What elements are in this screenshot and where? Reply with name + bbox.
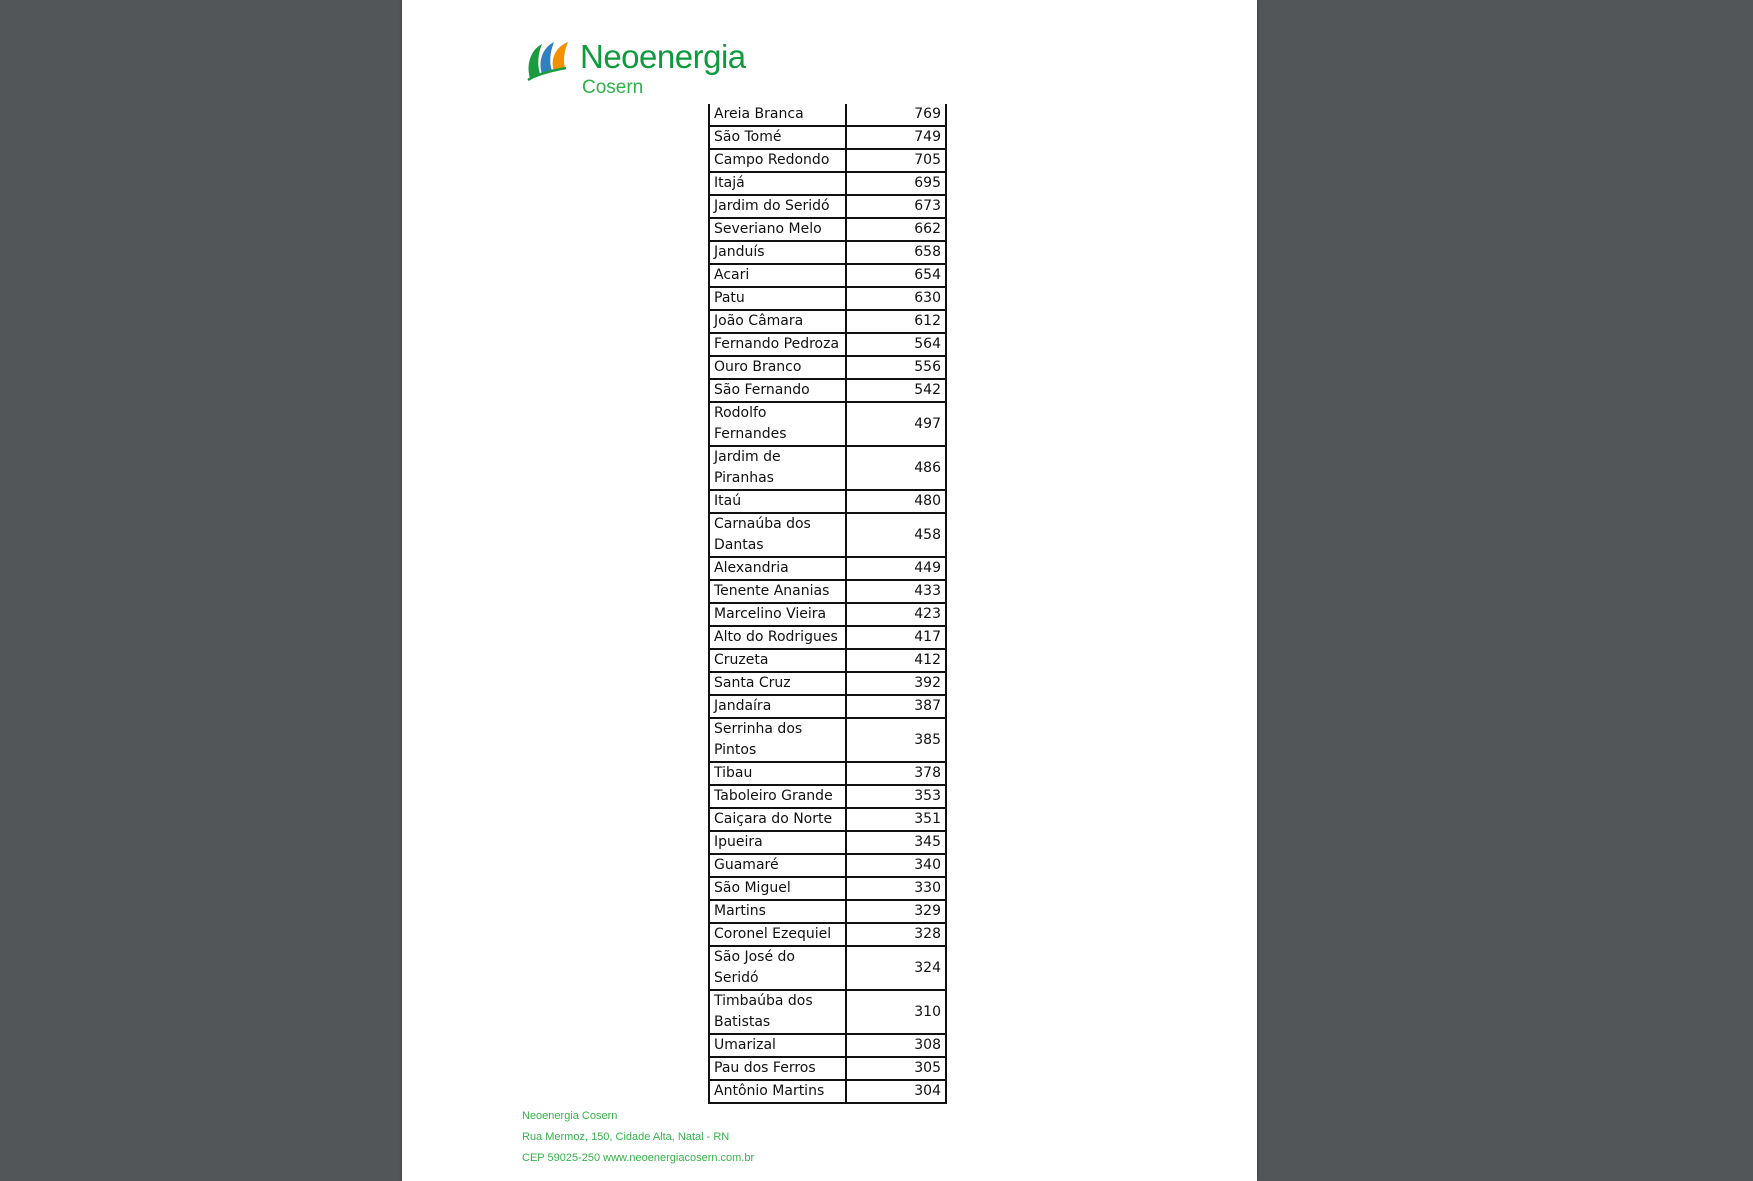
municipality-name-cell: Coronel Ezequiel <box>709 923 846 946</box>
table-row <box>709 333 946 356</box>
municipality-name-cell: Patu <box>709 287 846 310</box>
footer-address: Rua Mermoz, 150, Cidade Alta, Natal - RN <box>522 1131 730 1143</box>
table-row <box>709 172 946 195</box>
value-cell: 662 <box>846 218 946 241</box>
table-row <box>709 402 946 446</box>
municipality-name-cell: Janduís <box>709 241 846 264</box>
value-cell: 673 <box>846 195 946 218</box>
municipality-name-cell: São Fernando <box>709 379 846 402</box>
table-row <box>709 877 946 900</box>
municipality-name-cell: Jardim do Seridó <box>709 195 846 218</box>
table-row <box>709 649 946 672</box>
table-row <box>709 580 946 603</box>
municipality-name-cell: Umarizal <box>709 1034 846 1057</box>
municipality-name-cell: Alto do Rodrigues <box>709 626 846 649</box>
value-cell: 353 <box>846 785 946 808</box>
table-row <box>709 1080 946 1103</box>
table-row <box>709 1034 946 1057</box>
table-row <box>709 695 946 718</box>
value-cell: 329 <box>846 900 946 923</box>
municipality-name-cell: Carnaúba dos Dantas <box>709 513 846 557</box>
municipality-name-cell: Acari <box>709 264 846 287</box>
table-row <box>709 513 946 557</box>
table-row <box>709 672 946 695</box>
municipality-name-cell: Itajá <box>709 172 846 195</box>
table-row <box>709 785 946 808</box>
table-row <box>709 379 946 402</box>
municipality-name-cell: Jardim de Piranhas <box>709 446 846 490</box>
municipality-name-cell: João Câmara <box>709 310 846 333</box>
municipality-name-cell: São José do Seridó <box>709 946 846 990</box>
table-row <box>709 241 946 264</box>
leaf-logo-icon <box>524 38 578 82</box>
table-row <box>709 603 946 626</box>
municipality-name-cell: São Tomé <box>709 126 846 149</box>
table-row <box>709 831 946 854</box>
municipality-name-cell: Fernando Pedroza <box>709 333 846 356</box>
value-cell: 480 <box>846 490 946 513</box>
table-row <box>709 149 946 172</box>
value-cell: 340 <box>846 854 946 877</box>
table-row <box>709 762 946 785</box>
value-cell: 749 <box>846 126 946 149</box>
municipality-name-cell: Timbaúba dos Batistas <box>709 990 846 1034</box>
municipality-name-cell: Rodolfo Fernandes <box>709 402 846 446</box>
value-cell: 486 <box>846 446 946 490</box>
table-row <box>709 287 946 310</box>
municipality-name-cell: Tenente Ananias <box>709 580 846 603</box>
municipality-name-cell: Antônio Martins <box>709 1080 846 1103</box>
table-row <box>709 310 946 333</box>
value-cell: 392 <box>846 672 946 695</box>
municipality-name-cell: Marcelino Vieira <box>709 603 846 626</box>
municipality-name-cell: Guamaré <box>709 854 846 877</box>
municipality-table <box>708 104 947 1104</box>
value-cell: 497 <box>846 402 946 446</box>
value-cell: 412 <box>846 649 946 672</box>
value-cell: 417 <box>846 626 946 649</box>
table-row <box>709 218 946 241</box>
value-cell: 564 <box>846 333 946 356</box>
municipality-name-cell: Severiano Melo <box>709 218 846 241</box>
municipality-name-cell: Cruzeta <box>709 649 846 672</box>
table-row <box>709 126 946 149</box>
municipality-name-cell: Serrinha dos Pintos <box>709 718 846 762</box>
footer-contact: CEP 59025-250 www.neoenergiacosern.com.br <box>522 1152 755 1164</box>
value-cell: 449 <box>846 557 946 580</box>
municipality-name-cell: Tibau <box>709 762 846 785</box>
value-cell: 385 <box>846 718 946 762</box>
table-row <box>709 900 946 923</box>
value-cell: 542 <box>846 379 946 402</box>
municipality-name-cell: Itaú <box>709 490 846 513</box>
footer-company: Neoenergia Cosern <box>522 1110 618 1122</box>
table-row <box>709 446 946 490</box>
municipality-name-cell: Taboleiro Grande <box>709 785 846 808</box>
municipality-name-cell: Areia Branca <box>709 104 846 126</box>
table-row <box>709 626 946 649</box>
value-cell: 423 <box>846 603 946 626</box>
table-row <box>709 946 946 990</box>
value-cell: 345 <box>846 831 946 854</box>
value-cell: 695 <box>846 172 946 195</box>
value-cell: 324 <box>846 946 946 990</box>
table-row <box>709 195 946 218</box>
table-row <box>709 264 946 287</box>
municipality-name-cell: São Miguel <box>709 877 846 900</box>
municipality-name-cell: Alexandria <box>709 557 846 580</box>
value-cell: 310 <box>846 990 946 1034</box>
value-cell: 705 <box>846 149 946 172</box>
value-cell: 654 <box>846 264 946 287</box>
municipality-name-cell: Jandaíra <box>709 695 846 718</box>
table-row <box>709 808 946 831</box>
value-cell: 769 <box>846 104 946 126</box>
value-cell: 658 <box>846 241 946 264</box>
value-cell: 378 <box>846 762 946 785</box>
brand-name: Neoenergia <box>580 38 746 75</box>
table-row <box>709 104 946 126</box>
municipality-name-cell: Pau dos Ferros <box>709 1057 846 1080</box>
table-row <box>709 990 946 1034</box>
table-row <box>709 356 946 379</box>
value-cell: 433 <box>846 580 946 603</box>
document-page <box>402 0 1257 1181</box>
value-cell: 556 <box>846 356 946 379</box>
table-row <box>709 490 946 513</box>
value-cell: 612 <box>846 310 946 333</box>
page-footer <box>522 1106 754 1169</box>
value-cell: 304 <box>846 1080 946 1103</box>
value-cell: 458 <box>846 513 946 557</box>
municipality-name-cell: Ipueira <box>709 831 846 854</box>
municipality-name-cell: Campo Redondo <box>709 149 846 172</box>
table-row <box>709 1057 946 1080</box>
table-row <box>709 923 946 946</box>
municipality-name-cell: Martins <box>709 900 846 923</box>
municipality-name-cell: Ouro Branco <box>709 356 846 379</box>
value-cell: 351 <box>846 808 946 831</box>
value-cell: 308 <box>846 1034 946 1057</box>
municipality-name-cell: Caiçara do Norte <box>709 808 846 831</box>
company-logo <box>524 38 754 100</box>
table-row <box>709 854 946 877</box>
value-cell: 630 <box>846 287 946 310</box>
value-cell: 305 <box>846 1057 946 1080</box>
brand-subtitle: Cosern <box>582 77 644 98</box>
value-cell: 387 <box>846 695 946 718</box>
value-cell: 330 <box>846 877 946 900</box>
table-row <box>709 557 946 580</box>
value-cell: 328 <box>846 923 946 946</box>
table-row <box>709 718 946 762</box>
municipality-name-cell: Santa Cruz <box>709 672 846 695</box>
